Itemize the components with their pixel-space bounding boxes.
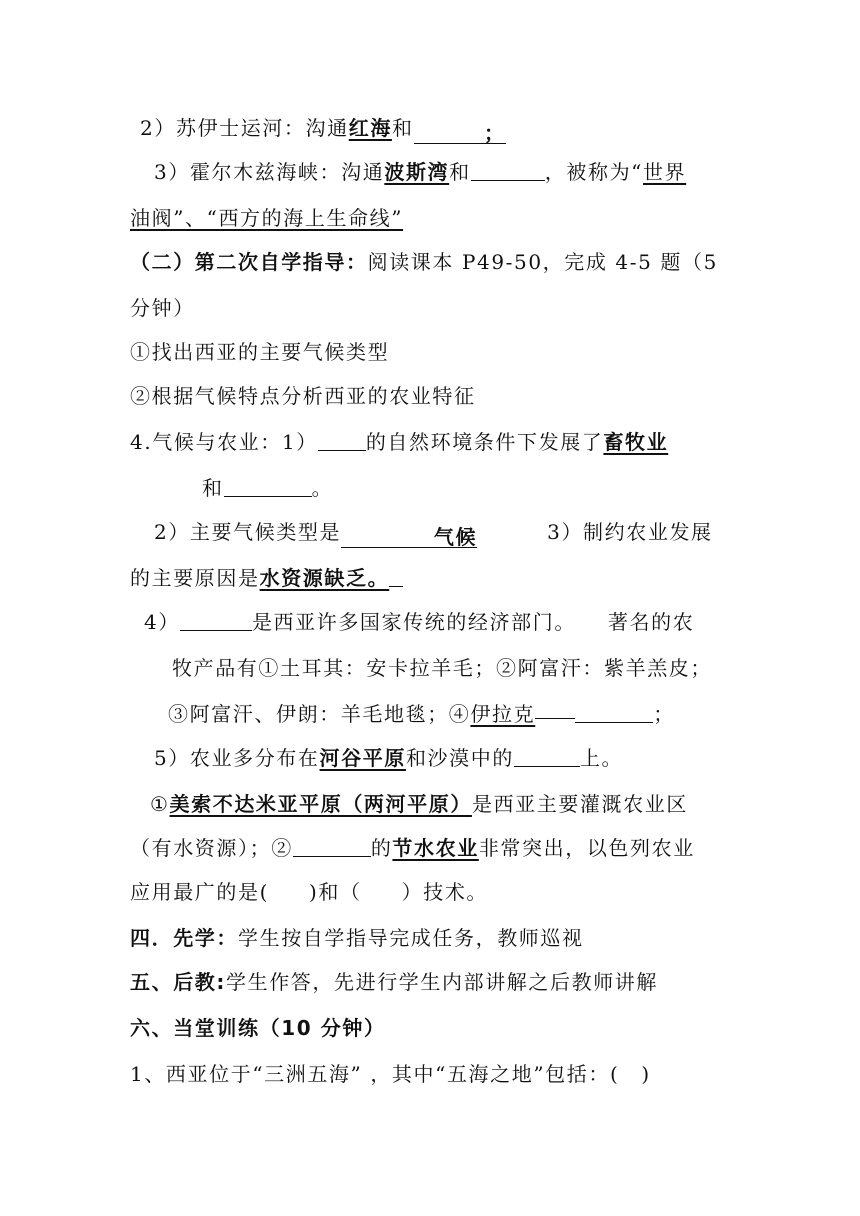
section-4-text: 学生按自学指导完成任务，教师巡视	[238, 926, 584, 950]
section-5-heading: 五、后教:	[130, 970, 226, 994]
technology-text-3: ）技术。	[401, 880, 489, 904]
line-oil-valve	[130, 204, 403, 232]
line-section-5	[130, 968, 658, 996]
suez-text: 苏伊士运河：沟通	[175, 116, 349, 140]
line-hormuz-strait	[154, 158, 686, 186]
line-main-reason	[130, 564, 403, 592]
line-and	[202, 474, 333, 502]
line-mesopotamia	[150, 790, 688, 818]
distribution-text: 5）农业多分布在	[154, 746, 320, 770]
answer-blank-country[interactable]	[293, 836, 371, 857]
answer-blank-environment[interactable]	[318, 430, 366, 451]
item-number: 2）	[140, 116, 176, 140]
water-resources-text: （有水资源）；②	[130, 836, 293, 860]
semicolon: ；	[483, 121, 506, 145]
main-reason-text: 的主要原因是	[130, 566, 260, 590]
q4-text-2: 的自然环境条件下发展了	[365, 430, 604, 454]
line-suez-canal	[140, 114, 506, 144]
line-q4	[130, 428, 668, 456]
sector-text: 是西亚许多国家传统的经济部门。	[251, 610, 576, 634]
minutes-text: 分钟）	[130, 296, 195, 320]
oil-valve-text: 油阀”、“西方的海上生命线”	[130, 206, 404, 230]
hormuz-text: 霍尔木兹海峡：沟通	[189, 160, 385, 184]
line-section-4	[130, 924, 584, 952]
line-products-1	[172, 654, 712, 682]
item-number: 3）	[154, 160, 190, 184]
close-paren: )	[641, 1062, 651, 1086]
line-question-1	[130, 1060, 651, 1088]
line-task-2	[130, 382, 476, 410]
task-2-text: ②根据气候特点分析西亚的农业特征	[130, 384, 476, 408]
water-shortage-term: 水资源缺乏。	[259, 566, 390, 590]
famous-text: 著名的农	[607, 610, 695, 634]
answer-blank-agriculture-type[interactable]	[224, 476, 312, 497]
products-text: 牧产品有①土耳其：安卡拉羊毛；②阿富汗：紫羊羔皮；	[172, 656, 712, 680]
line-minutes	[130, 294, 195, 322]
and-text: 和	[391, 116, 414, 140]
and-text: 和	[449, 160, 471, 184]
of-text: 的	[370, 836, 393, 860]
called-text: ，被称为“	[544, 160, 643, 184]
answer-blank-sector[interactable]	[180, 610, 252, 631]
section-6-heading: 六、当堂训练（10 分钟）	[130, 1016, 386, 1040]
q4-text: 4.气候与农业：1）	[130, 430, 318, 454]
line-distribution	[154, 744, 623, 772]
line-water-resources	[130, 834, 695, 862]
israel-text: 非常突出，以色列农业	[478, 836, 695, 860]
climate-type-text: 2）主要气候类型是	[154, 520, 342, 544]
climate-term: 气候	[433, 525, 478, 549]
question-1-text: 1、西亚位于“三洲五海” ，其中“五海之地”包括：(	[130, 1062, 620, 1086]
line-task-1	[130, 338, 389, 366]
constraint-text: 3）制约农业发展	[547, 520, 713, 544]
and-text: 和	[202, 476, 224, 500]
section-heading: （二）第二次自学指导：	[130, 250, 368, 274]
underline-tail	[389, 566, 403, 587]
line-traditional-sector	[144, 608, 694, 636]
circled-1: ①	[150, 792, 170, 816]
line-climate-type	[154, 518, 713, 548]
persian-gulf-term: 波斯湾	[384, 160, 450, 184]
valley-plain-term: 河谷平原	[319, 746, 406, 770]
section-5-text: 学生作答，先进行学生内部讲解之后教师讲解	[226, 970, 658, 994]
answer-blank-hormuz[interactable]	[471, 160, 545, 181]
line-products-2	[168, 700, 675, 728]
products-text-2: ③阿富汗、伊朗：羊毛地毯；④	[168, 702, 471, 726]
task-1-text: ①找出西亚的主要气候类型	[130, 340, 390, 364]
world-term: 世界	[643, 160, 687, 184]
desert-text: 和沙漠中的	[405, 746, 514, 770]
technology-text: 应用最广的是(	[130, 880, 270, 904]
semicolon: ；	[653, 702, 675, 726]
line-section-6	[130, 1014, 386, 1042]
section-4-heading: 四．先学：	[130, 926, 238, 950]
iraq-term: 伊拉克	[470, 702, 536, 726]
line-technology	[130, 878, 488, 906]
period: 。	[311, 476, 334, 500]
answer-blank-climate[interactable]	[341, 523, 477, 548]
technology-text-2: )和（	[309, 880, 362, 904]
em-dash	[535, 706, 575, 719]
irrigation-text: 是西亚主要灌溉农业区	[471, 792, 688, 816]
answer-blank-oasis[interactable]	[514, 746, 580, 767]
answer-blank-iraq[interactable]	[575, 702, 653, 723]
water-saving-term: 节水农业	[392, 836, 479, 860]
mesopotamia-term: 美索不达米亚平原（两河平原）	[169, 792, 472, 816]
animal-husbandry-term: 畜牧业	[603, 430, 669, 454]
item-number: 4）	[144, 610, 180, 634]
line-second-guide	[130, 248, 718, 276]
answer-blank-suez[interactable]	[414, 119, 506, 144]
on-text: 上。	[579, 746, 624, 770]
red-sea-term: 红海	[348, 116, 392, 140]
guide-text: 阅读课本 P49-50，完成 4-5 题（5	[367, 250, 718, 274]
